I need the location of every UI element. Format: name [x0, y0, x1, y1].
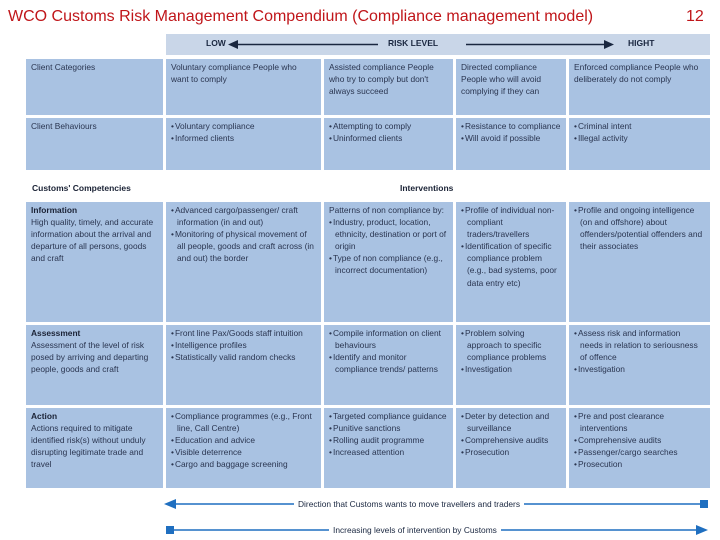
list-item: • Intelligence profiles — [171, 339, 316, 351]
list-item: • Punitive sanctions — [329, 422, 448, 434]
client-behaviours-voluntary — [166, 118, 321, 170]
client-behaviours-assisted — [324, 118, 453, 170]
competencies-band — [26, 180, 710, 196]
information-enforced — [569, 202, 710, 322]
action-voluntary — [166, 408, 321, 488]
list-item: • Increased attention — [329, 446, 448, 458]
list-item: • Statistically valid random checks — [171, 351, 316, 363]
action-heading-cell — [26, 408, 163, 488]
information-assisted-intro: Patterns of non compliance by: — [329, 205, 444, 215]
compliance-model-figure — [24, 32, 710, 540]
list-item: • Investigation — [574, 363, 705, 375]
client-category-directed: Directed compliance People who will avoid complying if they can — [456, 59, 566, 115]
list-item: • Advanced cargo/passenger/ craft information (in and out) — [171, 204, 316, 228]
list-item: • Investigation — [461, 363, 561, 375]
intervention-label: Increasing levels of intervention by Customs — [329, 525, 501, 535]
information-description: High quality, timely, and accurate information about the arrival and departure of all persons, goods and craft — [31, 217, 154, 264]
action-directed — [456, 408, 566, 488]
list-item: • Visible deterrence — [171, 446, 316, 458]
risk-level-label: RISK LEVEL — [388, 38, 439, 48]
client-category-voluntary: Voluntary compliance People who want to comply — [166, 59, 321, 115]
list-item: • Rolling audit programme — [329, 434, 448, 446]
list-item: • Will avoid if possible — [461, 132, 561, 144]
list-item: • Problem solving approach to specific compliance problems — [461, 327, 561, 363]
risk-low-label: LOW — [206, 38, 226, 48]
client-categories-heading: Client Categories — [26, 59, 163, 115]
assessment-enforced — [569, 325, 710, 405]
list-item: • Targeted compliance guidance — [329, 410, 448, 422]
client-category-assisted: Assisted compliance People who try to comply but don't always succeed — [324, 59, 453, 115]
assessment-heading: Assessment — [31, 328, 81, 338]
list-item: • Type of non compliance (e.g., incorrect documentation) — [329, 252, 448, 276]
list-item: • Prosecution — [574, 458, 705, 470]
list-item: • Resistance to compliance — [461, 120, 561, 132]
list-item: • Deter by detection and surveillance — [461, 410, 561, 434]
assessment-assisted — [324, 325, 453, 405]
risk-level-header — [166, 34, 710, 55]
list-item: • Uninformed clients — [329, 132, 448, 144]
assessment-description: Assessment of the level of risk posed by arriving and departing people, goods and craft — [31, 340, 149, 375]
client-behaviours-directed — [456, 118, 566, 170]
client-behaviours-enforced — [569, 118, 710, 170]
list-item: • Attempting to comply — [329, 120, 448, 132]
list-item: • Education and advice — [171, 434, 316, 446]
information-heading: Information — [31, 205, 78, 215]
list-item: • Identification of specific compliance problem (e.g., bad systems, poor data entry etc) — [461, 240, 561, 288]
slide-number: 12 — [686, 8, 704, 25]
list-item: • Informed clients — [171, 132, 316, 144]
action-heading: Action — [31, 411, 58, 421]
list-item: • Compliance programmes (e.g., Front line, Call Centre) — [171, 410, 316, 434]
risk-high-label: HIGHT — [628, 38, 655, 48]
list-item: • Criminal intent — [574, 120, 705, 132]
list-item: • Front line Pax/Goods staff intuition — [171, 327, 316, 339]
list-item: • Illegal activity — [574, 132, 705, 144]
information-directed — [456, 202, 566, 322]
client-behaviours-heading: Client Behaviours — [26, 118, 163, 170]
list-item: • Passenger/cargo searches — [574, 446, 705, 458]
information-assisted — [324, 202, 453, 322]
list-item: • Identify and monitor compliance trends/ patterns — [329, 351, 448, 375]
interventions-heading: Interventions — [400, 183, 454, 193]
list-item: • Monitoring of physical movement of all people, goods and craft across (in and out) the border — [171, 228, 316, 264]
list-item: • Pre and post clearance interventions — [574, 410, 705, 434]
list-item: • Assess risk and information needs in relation to seriousness of offence — [574, 327, 705, 363]
action-description: Actions required to mitigate identified risk(s) without unduly disrupting legitimate trade and travel — [31, 423, 146, 470]
list-item: • Comprehensive audits — [461, 434, 561, 446]
assessment-voluntary — [166, 325, 321, 405]
client-category-enforced: Enforced compliance People who deliberately do not comply — [569, 59, 710, 115]
list-item: • Comprehensive audits — [574, 434, 705, 446]
assessment-heading-cell — [26, 325, 163, 405]
list-item: • Cargo and baggage screening — [171, 458, 316, 470]
action-assisted — [324, 408, 453, 488]
list-item: • Profile and ongoing intelligence (on and offshore) about offenders/potential offenders and their associates — [574, 204, 705, 252]
list-item: • Voluntary compliance — [171, 120, 316, 132]
slide-title: WCO Customs Risk Management Compendium (Compliance management model) — [8, 8, 594, 25]
list-item: • Profile of individual non-compliant traders/travellers — [461, 204, 561, 240]
competencies-heading: Customs' Competencies — [32, 183, 131, 193]
list-item: • Industry, product, location, ethnicity, destination or port of origin — [329, 216, 448, 252]
list-item: • Prosecution — [461, 446, 561, 458]
action-enforced — [569, 408, 710, 488]
list-item: • Compile information on client behaviours — [329, 327, 448, 351]
assessment-directed — [456, 325, 566, 405]
information-heading-cell — [26, 202, 163, 322]
direction-label: Direction that Customs wants to move travellers and traders — [294, 499, 524, 509]
information-voluntary — [166, 202, 321, 322]
